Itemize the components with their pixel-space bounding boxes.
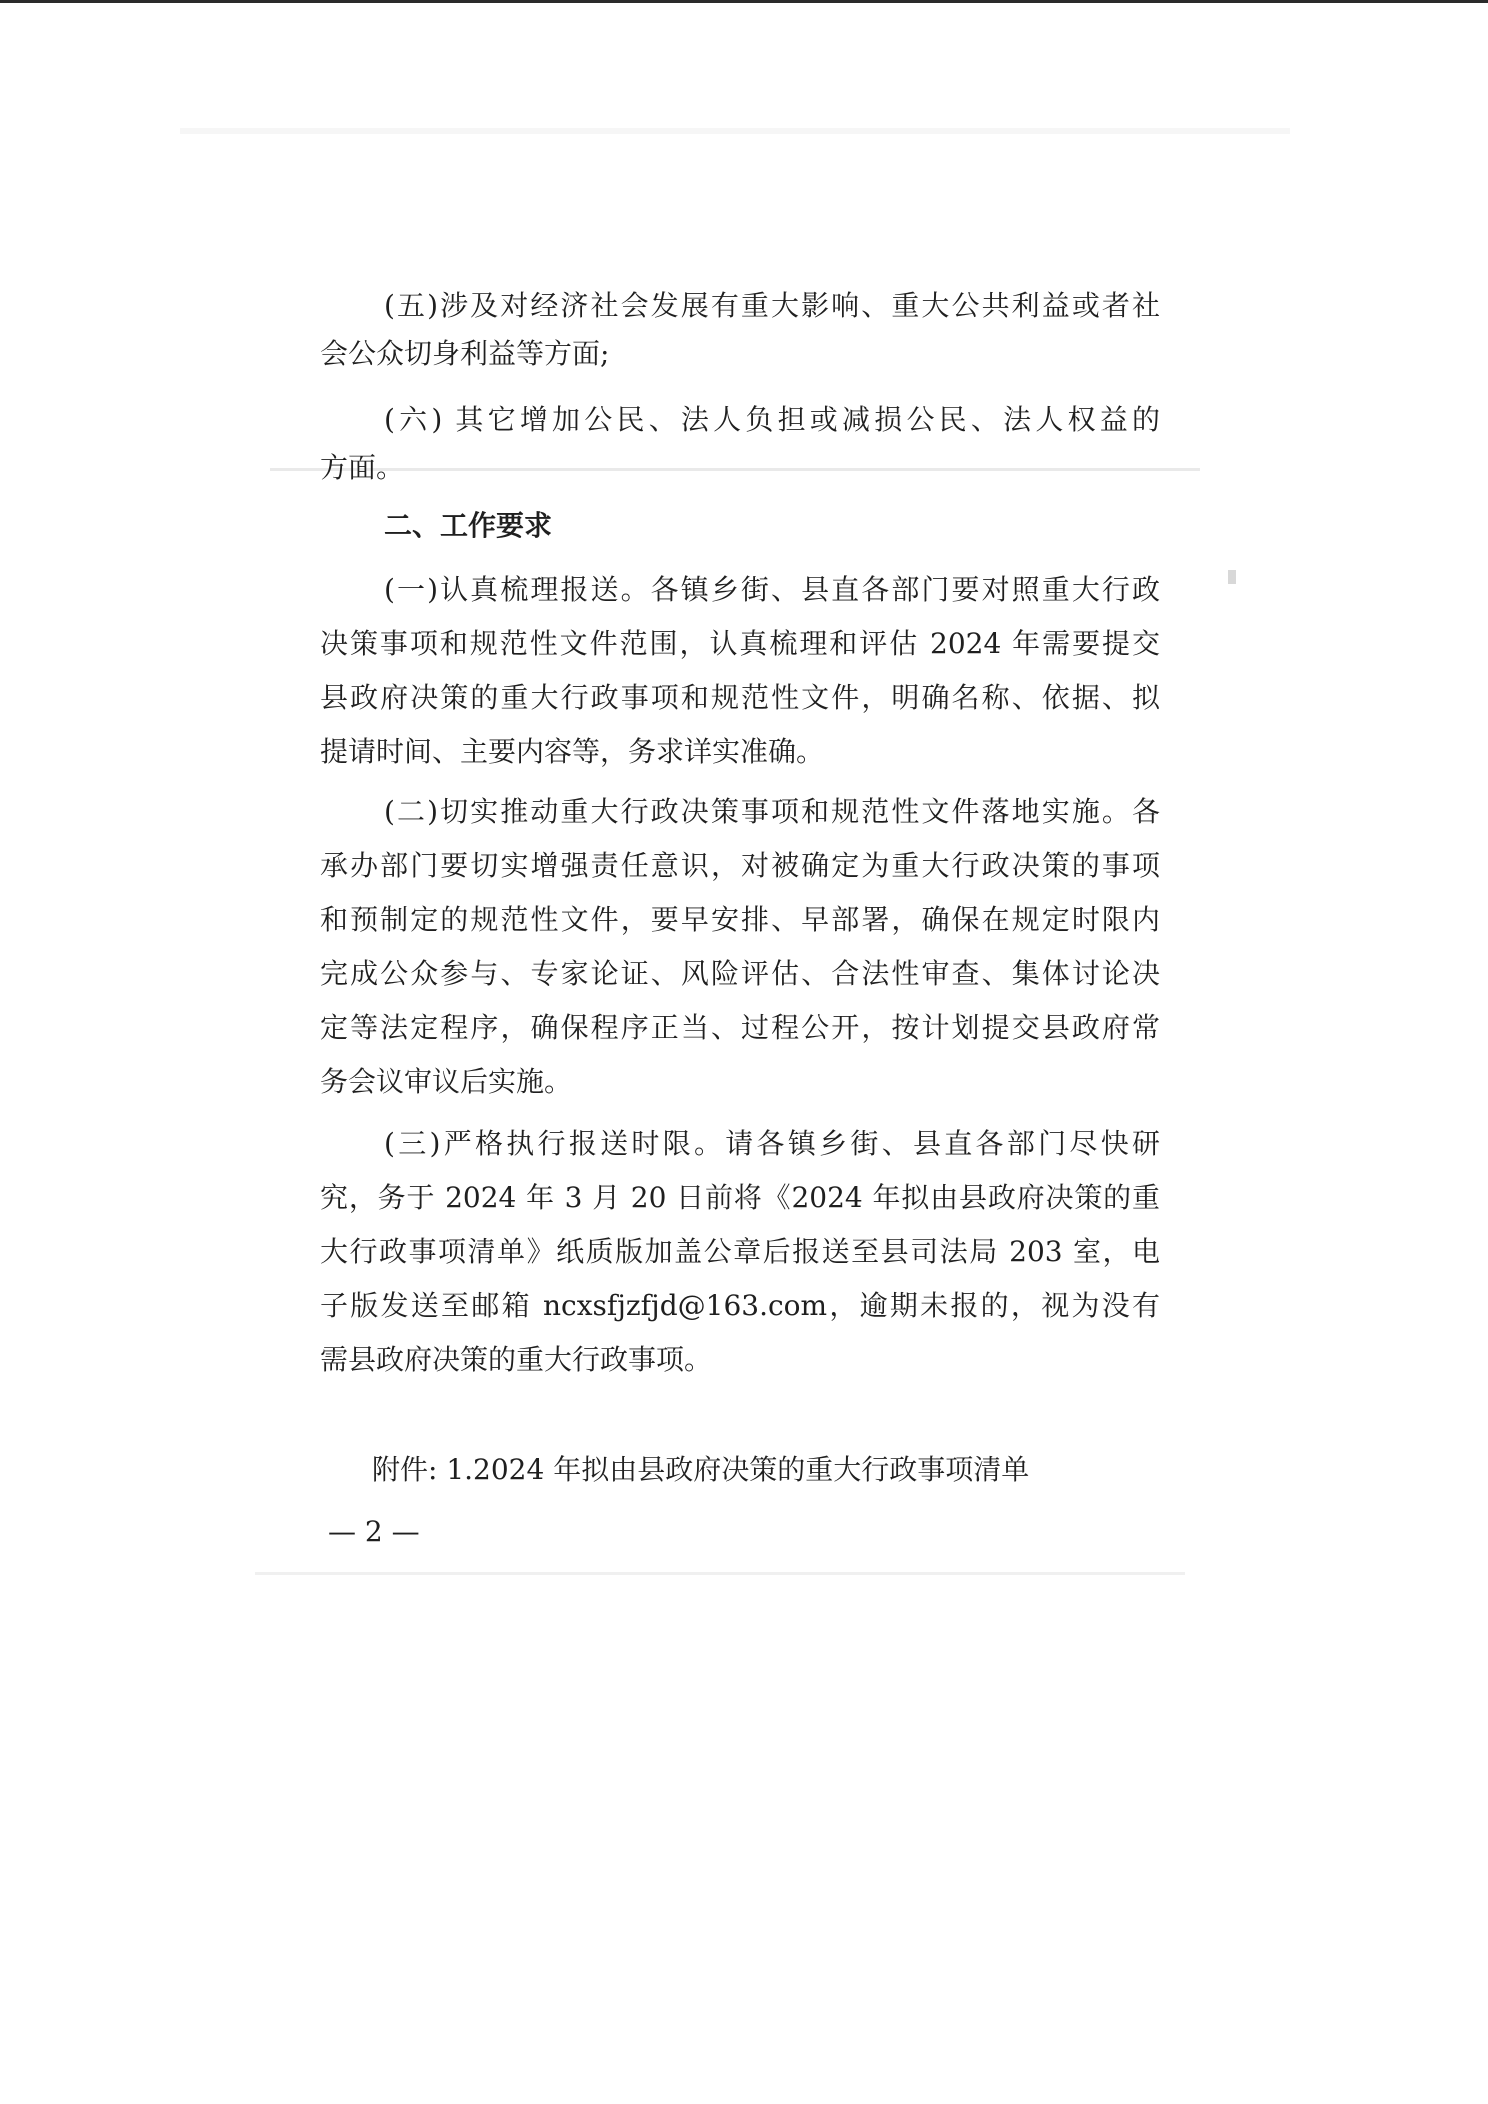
clause-6-line-1: (六) 其它增加公民、法人负担或减损公民、法人权益的 [384, 403, 1160, 436]
requirement-2-line-4: 完成公众参与、专家论证、风险评估、合法性审查、集体讨论决 [320, 957, 1160, 990]
requirement-3-line-2: 究，务于 2024 年 3 月 20 日前将《2024 年拟由县政府决策的重 [320, 1181, 1160, 1214]
requirement-1-line-4: 提请时间、主要内容等，务求详实准确。 [320, 735, 825, 768]
section-heading-work-requirements: 二、工作要求 [384, 509, 553, 542]
requirement-2-line-2: 承办部门要切实增强责任意识，对被确定为重大行政决策的事项 [320, 849, 1160, 882]
requirement-1-line-2: 决策事项和规范性文件范围，认真梳理和评估 2024 年需要提交 [320, 627, 1160, 660]
bleed-through-band [180, 128, 1290, 134]
clause-6-line-2: 方面。 [320, 451, 405, 484]
requirement-3-line-1: (三)严格执行报送时限。请各镇乡街、县直各部门尽快研 [384, 1127, 1160, 1160]
requirement-3-line-5: 需县政府决策的重大行政事项。 [320, 1343, 713, 1376]
scan-speck [1228, 570, 1236, 584]
requirement-1-line-3: 县政府决策的重大行政事项和规范性文件，明确名称、依据、拟 [320, 681, 1160, 714]
requirement-2-line-1: (二)切实推动重大行政决策事项和规范性文件落地实施。各 [384, 795, 1160, 828]
attachment-line: 附件: 1.2024 年拟由县政府决策的重大行政事项清单 [372, 1453, 1030, 1486]
clause-5-line-2: 会公众切身利益等方面; [320, 337, 610, 370]
requirement-3-line-3: 大行政事项清单》纸质版加盖公章后报送至县司法局 203 室，电 [320, 1235, 1160, 1268]
requirement-2-line-6: 务会议审议后实施。 [320, 1065, 573, 1098]
requirement-3-line-4: 子版发送至邮箱 ncxsfjzfjd@163.com，逾期未报的，视为没有 [320, 1289, 1160, 1322]
requirement-2-line-5: 定等法定程序，确保程序正当、过程公开，按计划提交县政府常 [320, 1011, 1160, 1044]
page-number: — 2 — [328, 1515, 420, 1548]
requirement-2-line-3: 和预制定的规范性文件，要早安排、早部署，确保在规定时限内 [320, 903, 1160, 936]
requirement-1-line-1: (一)认真梳理报送。各镇乡街、县直各部门要对照重大行政 [384, 573, 1160, 606]
scan-top-edge [0, 0, 1488, 3]
clause-5-line-1: (五)涉及对经济社会发展有重大影响、重大公共利益或者社 [384, 289, 1160, 322]
bleed-through-line [255, 1572, 1185, 1575]
